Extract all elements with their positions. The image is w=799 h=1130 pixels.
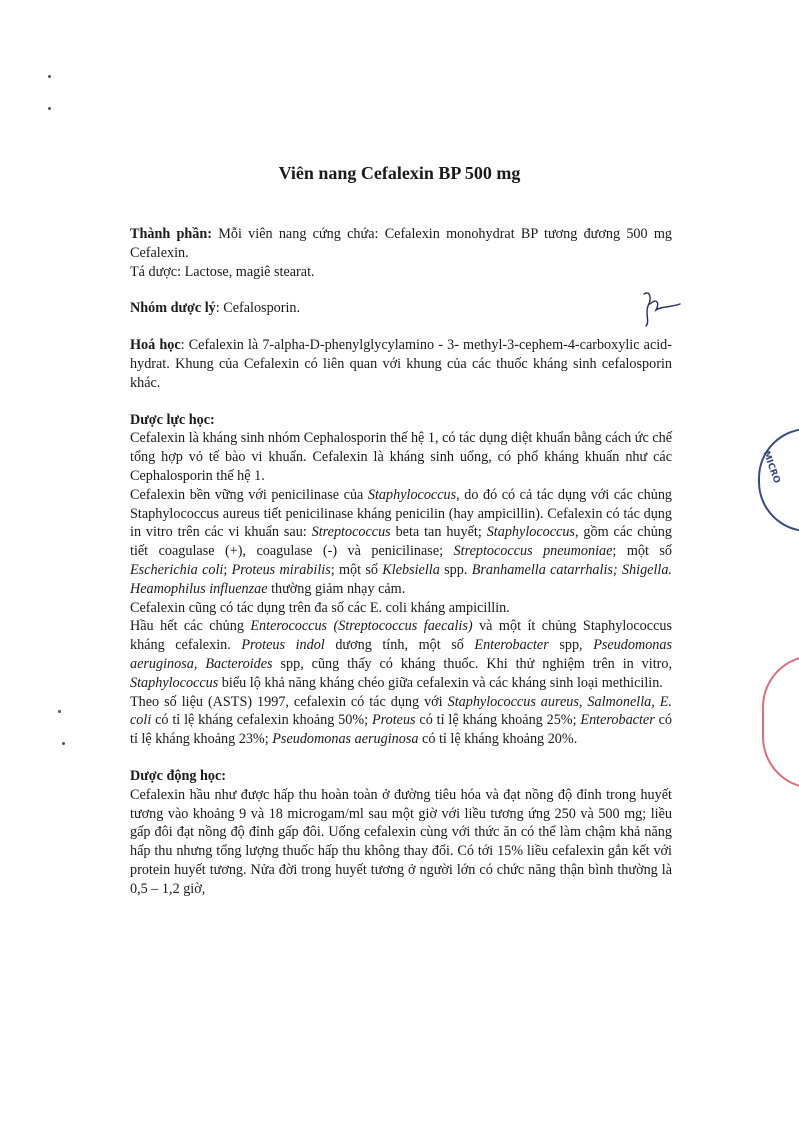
pharmacodynamics-p2	[130, 486, 672, 599]
scan-speck	[62, 742, 65, 745]
text-run: Bacteroides	[205, 655, 273, 672]
pharmacodynamics-p4	[130, 617, 672, 692]
drug-group-text: : Cefalosporin.	[215, 300, 301, 317]
text-run: spp,	[548, 637, 594, 654]
text-run: ;	[223, 561, 232, 578]
text-run: Pseudomonas aeruginosa	[272, 731, 419, 748]
text-run: Staphylococcus	[486, 524, 575, 541]
text-run: Proteus mirabilis	[231, 561, 331, 578]
text-run: và một ít chủng Staphylococcus kháng cefalexin.	[130, 618, 672, 654]
stamp-text: MICRO	[760, 450, 782, 485]
text-run: beta tan huyết;	[390, 524, 487, 541]
text-run: Staphylococcus	[367, 486, 457, 503]
document-title: Viên nang Cefalexin BP 500 mg	[278, 163, 521, 183]
text-run: Staphylococcus	[130, 674, 219, 691]
composition-text: Mỗi viên nang cứng chứa: Cefalexin monohydrat BP tương đương 500 mg Cefalexin.	[130, 226, 672, 261]
text-run: Hầu hết các chủng	[130, 618, 251, 635]
pharmacodynamics-heading: Dược lực học:	[130, 411, 215, 428]
text-run: Branhamella catarrhalis; Shigella. Heamophilus influenzae	[130, 561, 672, 597]
text-run: có tỉ lệ kháng khoảng 23%;	[130, 712, 672, 748]
partial-red-stamp	[762, 655, 799, 789]
drug-group-label: Nhóm dược lý	[130, 300, 216, 317]
scan-speck	[48, 107, 51, 110]
chemistry-text: : Cefalexin là 7-alpha-D-phenylglycylamino - 3- methyl-3-cephem-4-carboxylic acid-hydrat. Khung của Cefalexin có liên quan với khung của các thuốc kháng sinh cefalosporin khác.	[130, 337, 672, 391]
text-run: có tỉ lệ kháng khoảng 20%.	[418, 731, 578, 748]
scan-speck	[58, 710, 61, 713]
text-run: có tỉ lệ kháng cefalexin khoảng 50%;	[151, 712, 372, 729]
text-run: biểu lộ khả năng kháng chéo giữa cefalexin và các kháng sinh loại methicilin.	[218, 674, 663, 691]
pharmacodynamics-p5	[130, 693, 672, 749]
drug-group-paragraph	[130, 299, 672, 318]
text-run: Enterobacter	[474, 637, 549, 654]
text-run: ; một số	[330, 561, 383, 578]
text-run: spp, cũng thấy có kháng thuốc. Khi thử nghiệm trên in vitro,	[272, 655, 672, 672]
text-run: Proteus	[371, 712, 416, 729]
text-run: Streptococcus	[311, 524, 391, 541]
pharmacodynamics-p3: Cefalexin cũng có tác dụng trên đa số các E. coli kháng ampicillin.	[130, 599, 510, 616]
text-run: Staphylococcus aureus, Salmonella, E. coli	[130, 693, 672, 729]
text-run: Enterococcus (Streptococcus faecalis)	[250, 618, 473, 635]
text-run: dương tính, một số	[324, 637, 475, 654]
scan-speck	[48, 75, 51, 78]
text-run: , do đó có cả tác dụng với các chủng Staphylococcus aureus tiết penicilinase kháng penicilin (hay ampicillin). Cefalexin có tác dụng in vitro trên các vi khuẩn sau:	[130, 486, 673, 541]
text-run: có tỉ lệ kháng khoảng 25%;	[415, 712, 581, 729]
pharmacokinetics-p1: Cefalexin hầu như được hấp thu hoàn toàn ở đường tiêu hóa và đạt nồng độ đỉnh trong huyết tương vào khoảng 9 và 18 microgam/ml sau một giờ với liều tương ứng 250 và 500 mg; liều gấp đôi đạt nồng độ đỉnh gấp đôi. Uống cefalexin cùng với thức ăn có thể làm chậm khả năng hấp thu nhưng tổng lượng thuốc hấp thu không thay đổi. Có tới 15% liều cefalexin gắn kết với protein huyết tương. Nửa đời trong huyết tương ở người lớn có chức năng thận bình thường là 0,5 – 1,2 giờ,	[130, 786, 672, 897]
chemistry-paragraph	[130, 336, 672, 392]
chemistry-label: Hoá học	[130, 337, 181, 354]
text-run: Theo số liệu (ASTS) 1997, cefalexin có tác dụng với	[130, 693, 448, 710]
document-body	[130, 225, 672, 899]
text-run: spp.	[439, 561, 472, 578]
text-run: ,	[193, 655, 206, 672]
text-run: , gồm các chủng tiết coagulase (+), coagulase (-) và penicilinase;	[130, 524, 672, 560]
pharmacokinetics-heading: Dược động học:	[130, 767, 226, 784]
partial-blue-stamp	[758, 428, 799, 532]
text-run: Enterobacter	[580, 712, 655, 729]
text-run: Escherichia coli	[130, 561, 224, 578]
composition-label: Thành phần:	[130, 226, 212, 242]
excipients-line: Tá dược: Lactose, magiê stearat.	[130, 263, 315, 280]
text-run: Streptococcus pneumoniae	[453, 543, 613, 560]
composition-paragraph	[130, 225, 672, 263]
text-run: ; một số	[612, 543, 672, 560]
text-run: thường giảm nhạy cảm.	[267, 580, 406, 597]
text-run: Cefalexin bền vững với penicilinase của	[130, 486, 368, 503]
text-run: Proteus indol	[241, 637, 325, 654]
pharmacodynamics-p1: Cefalexin là kháng sinh nhóm Cephalosporin thế hệ 1, có tác dụng diệt khuẩn bằng cách ức chế tổng hợp vỏ tế bào vi khuẩn. Cefalexin là kháng sinh uống, có phổ kháng khuẩn như các Cephalosporin thế hệ 1.	[130, 430, 672, 484]
text-run: Pseudomonas aeruginosa	[130, 637, 673, 672]
text-run: Klebsiella	[382, 561, 440, 578]
